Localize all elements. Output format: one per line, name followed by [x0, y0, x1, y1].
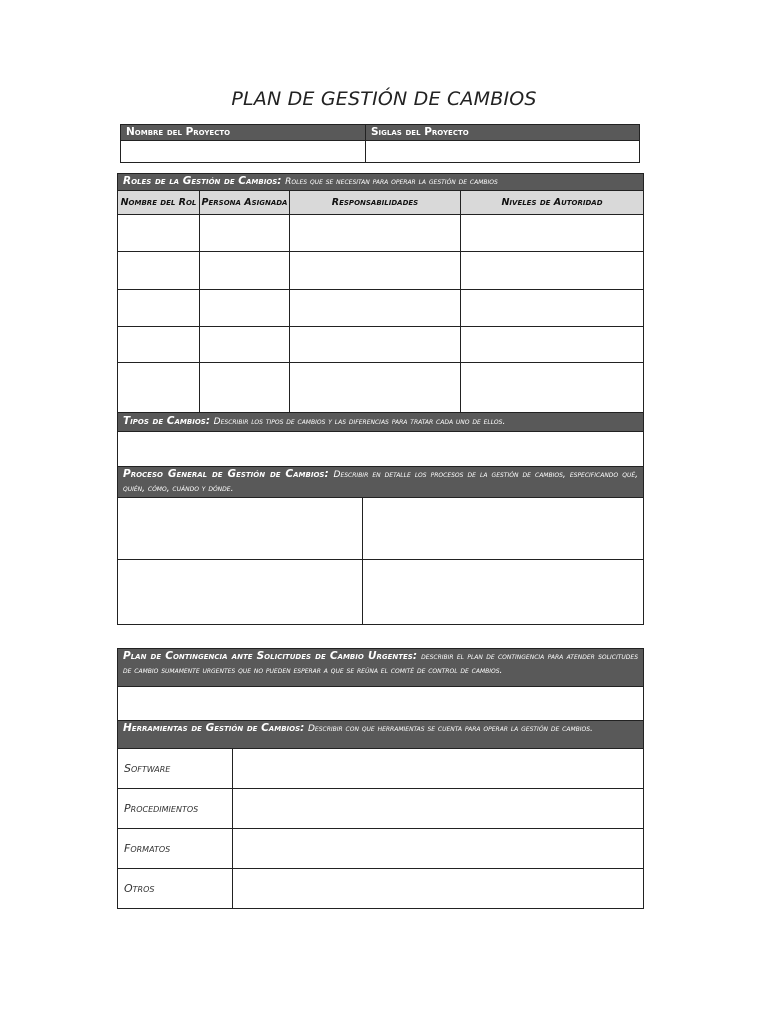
roles-header-desc: Roles que se necesitan para operar la gestión de cambios: [285, 177, 498, 187]
tools-row: [118, 749, 644, 789]
tools-row: [118, 829, 644, 869]
role-cell[interactable]: [290, 215, 461, 252]
process-cell[interactable]: [118, 560, 363, 625]
tool-label-software: Software: [118, 749, 233, 789]
tools-row: [118, 789, 644, 829]
role-cell[interactable]: [200, 252, 290, 290]
role-cell[interactable]: [118, 252, 200, 290]
role-cell[interactable]: [461, 290, 644, 327]
role-cell[interactable]: [290, 327, 461, 363]
change-types-title: Tipos de Cambios:: [123, 415, 211, 427]
role-cell[interactable]: [118, 363, 200, 413]
process-header: [118, 467, 644, 498]
roles-header-title: Roles de la Gestión de Cambios:: [123, 175, 282, 187]
role-cell[interactable]: [200, 363, 290, 413]
change-types-table: [117, 412, 644, 467]
tools-row: [118, 869, 644, 909]
role-cell[interactable]: [290, 290, 461, 327]
process-cell[interactable]: [363, 560, 644, 625]
col-role-name: Nombre del Rol: [118, 191, 200, 215]
tools-header: [118, 721, 644, 749]
tools-table: [117, 720, 644, 909]
roles-row: [118, 327, 644, 363]
role-cell[interactable]: [118, 327, 200, 363]
contingency-desc: describir el plan de contingencia para atender solicitudes de cambio sumamente urgentes que no pueden esperar a que se reúna el comité de control de cambios.: [123, 652, 638, 676]
role-cell[interactable]: [200, 215, 290, 252]
roles-row: [118, 363, 644, 413]
project-name-label: Nombre del Proyecto: [121, 125, 366, 141]
roles-table: [117, 173, 644, 413]
change-types-header: [118, 413, 644, 432]
tool-label-procedures: Procedimientos: [118, 789, 233, 829]
change-types-field[interactable]: [118, 432, 644, 467]
tool-label-formats: Formatos: [118, 829, 233, 869]
roles-row: [118, 252, 644, 290]
col-authority-levels: Niveles de Autoridad: [461, 191, 644, 215]
role-cell[interactable]: [461, 215, 644, 252]
role-cell[interactable]: [290, 363, 461, 413]
role-cell[interactable]: [200, 290, 290, 327]
roles-row: [118, 215, 644, 252]
project-name-field[interactable]: [121, 141, 366, 163]
tools-desc: Describir con que herramientas se cuenta para operar la gestión de cambios.: [307, 724, 593, 734]
change-types-desc: Describir los tipos de cambios y las diferencias para tratar cada uno de ellos.: [213, 417, 506, 427]
contingency-header: [118, 649, 644, 687]
process-desc: Describir en detalle los procesos de la gestión de cambios, especificando qué, quién, cómo, cuándo y dónde.: [123, 470, 638, 494]
role-cell[interactable]: [200, 327, 290, 363]
process-cell[interactable]: [363, 498, 644, 560]
role-cell[interactable]: [461, 327, 644, 363]
tool-field-software[interactable]: [233, 749, 644, 789]
document-title: PLAN DE GESTIÓN DE CAMBIOS: [231, 88, 537, 110]
role-cell[interactable]: [461, 363, 644, 413]
contingency-title: Plan de Contingencia ante Solicitudes de Cambio Urgentes:: [123, 650, 418, 662]
project-acronym-field[interactable]: [366, 141, 640, 163]
tools-title: Herramientas de Gestión de Cambios:: [123, 722, 305, 734]
role-cell[interactable]: [118, 215, 200, 252]
process-cell[interactable]: [118, 498, 363, 560]
roles-row: [118, 290, 644, 327]
col-assigned-person: Persona Asignada: [200, 191, 290, 215]
col-responsibilities: Responsabilidades: [290, 191, 461, 215]
role-cell[interactable]: [290, 252, 461, 290]
tool-field-others[interactable]: [233, 869, 644, 909]
contingency-field[interactable]: [118, 687, 644, 721]
project-acronym-label: Siglas del Proyecto: [366, 125, 640, 141]
project-table: [120, 124, 640, 163]
tool-label-others: Otros: [118, 869, 233, 909]
contingency-table: [117, 648, 644, 721]
process-title: Proceso General de Gestión de Cambios:: [123, 468, 329, 480]
roles-header: [118, 174, 644, 191]
process-table: [117, 466, 644, 625]
tool-field-procedures[interactable]: [233, 789, 644, 829]
tool-field-formats[interactable]: [233, 829, 644, 869]
role-cell[interactable]: [118, 290, 200, 327]
role-cell[interactable]: [461, 252, 644, 290]
